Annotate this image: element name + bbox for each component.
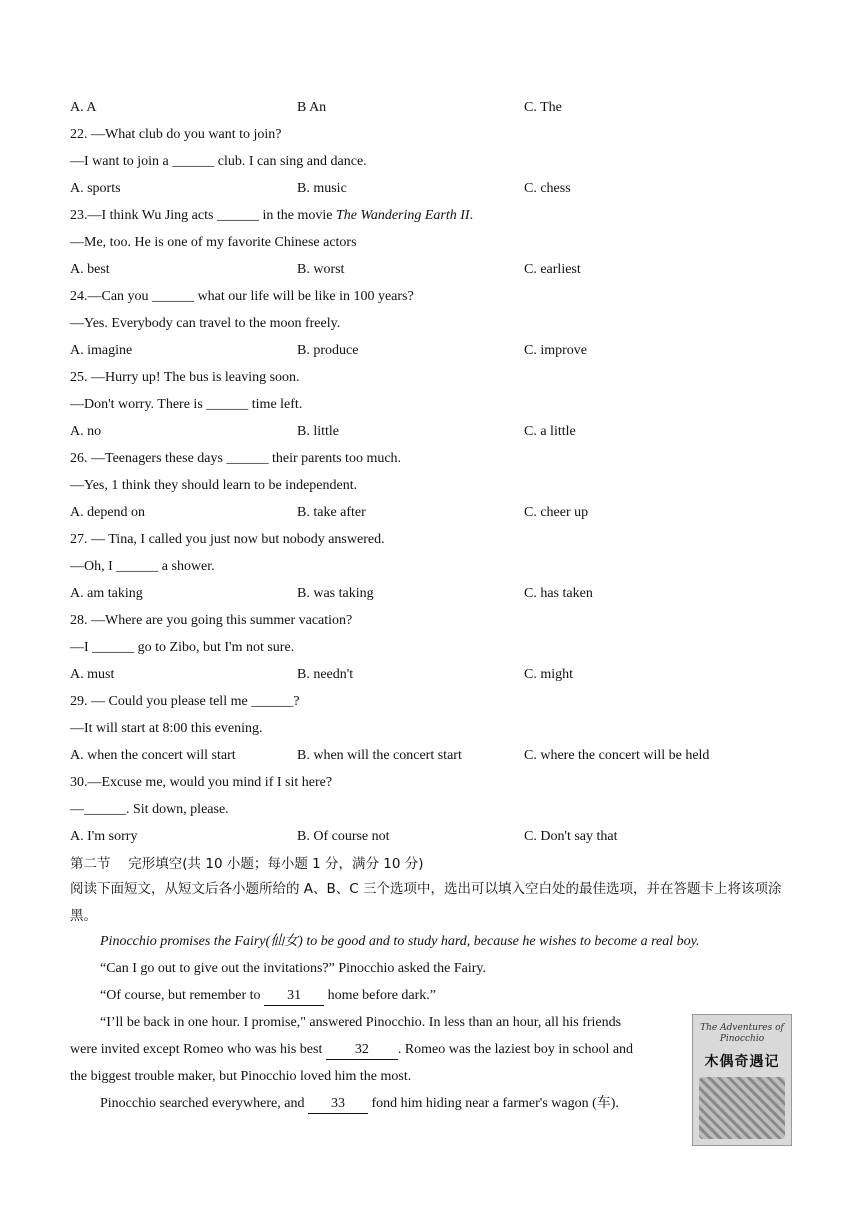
blank-32: 32	[326, 1041, 398, 1060]
q21-options	[70, 96, 792, 123]
q27-option-c: C. has taken	[524, 586, 593, 601]
q24-reply: —Yes. Everybody can travel to the moon freely.	[70, 316, 341, 331]
exam-page	[70, 96, 792, 1119]
answer-blank: ______	[152, 289, 195, 304]
q24-options	[70, 339, 792, 366]
blank-31: 31	[264, 987, 324, 1006]
q28-option-b: B. needn't	[297, 667, 354, 682]
q25-reply: —Don't worry. There is ______ time left.	[70, 397, 303, 412]
q21-option-a: A. A	[70, 100, 97, 115]
story-p2: “Of course, but remember to 31 home before dark.”	[70, 984, 792, 1011]
q26-reply: —Yes, 1 think they should learn to be independent.	[70, 478, 358, 493]
story-p3b: were invited except Romeo who was his best 32 . Romeo was the laziest boy in school and	[70, 1038, 792, 1065]
movie-title: The Wandering Earth II	[335, 208, 470, 223]
book-cover-art	[699, 1077, 785, 1139]
q30-option-c: C. Don't say that	[524, 829, 618, 844]
q29-reply: —It will start at 8:00 this evening.	[70, 721, 263, 736]
answer-blank: ______	[216, 208, 259, 223]
section-instruction: 阅读下面短文，从短文后各小题所给的 A、B、C 三个选项中，选出可以填入空白处的最佳选项，并在答题卡上将该项涂黑。	[70, 881, 782, 924]
q23-reply: —Me, too. He is one of my favorite Chinese actors	[70, 235, 357, 250]
q24-option-a: A. imagine	[70, 343, 133, 358]
cloze-section	[70, 852, 792, 1119]
q29-option-a: A. when the concert will start	[70, 748, 236, 763]
section-title: 第二节 完形填空(共 10 小题；每小题 1 分，满分 10 分)	[70, 856, 424, 872]
q23-option-c: C. earliest	[524, 262, 581, 277]
q27-reply: —Oh, I ______ a shower.	[70, 559, 215, 574]
q21-option-c: C. The	[524, 100, 562, 115]
q22-option-b: B. music	[297, 181, 347, 196]
q23-options	[70, 258, 792, 285]
q28-option-c: C. might	[524, 667, 574, 682]
q25-option-c: C. a little	[524, 424, 576, 439]
q25-options	[70, 420, 792, 447]
answer-blank: ______	[226, 451, 269, 466]
q24-stem: 24.—Can you ______ what our life will be like in 100 years?	[70, 289, 414, 304]
q23-option-a: A. best	[70, 262, 110, 277]
q29-option-b: B. when will the concert start	[297, 748, 462, 763]
q28-stem: 28. —Where are you going this summer vacation?	[70, 613, 353, 628]
q27-option-a: A. am taking	[70, 586, 143, 601]
answer-blank: ______	[172, 154, 215, 169]
q30-option-b: B. Of course not	[297, 829, 390, 844]
q21-option-b: B An	[297, 100, 327, 115]
q22-option-a: A. sports	[70, 181, 121, 196]
answer-blank: ______	[116, 559, 159, 574]
q26-option-c: C. cheer up	[524, 505, 589, 520]
q26-options	[70, 501, 792, 528]
q29-options	[70, 744, 792, 771]
q28-options	[70, 663, 792, 690]
q30-reply: —______. Sit down, please.	[70, 802, 229, 817]
q26-option-a: A. depend on	[70, 505, 146, 520]
book-cover-title: The Adventures of Pinocchio	[700, 1023, 784, 1044]
answer-blank: ______	[251, 694, 294, 709]
story-p4: Pinocchio searched everywhere, and 33 fond him hiding near a farmer's wagon (车).	[70, 1092, 792, 1119]
pinocchio-book-cover-image	[692, 1014, 792, 1146]
q22-options	[70, 177, 792, 204]
story-p3c: the biggest trouble maker, but Pinocchio loved him the most.	[70, 1069, 412, 1084]
q22-option-c: C. chess	[524, 181, 571, 196]
story-intro: Pinocchio promises the Fairy(仙女) to be good and to study hard, because he wishes to become a real boy.	[100, 934, 700, 949]
story-p1: “Can I go out to give out the invitations?” Pinocchio asked the Fairy.	[100, 961, 486, 976]
q27-option-b: B. was taking	[297, 586, 374, 601]
q30-stem: 30.—Excuse me, would you mind if I sit here?	[70, 775, 333, 790]
answer-blank: ______	[84, 802, 126, 817]
q28-reply: —I ______ go to Zibo, but I'm not sure.	[70, 640, 295, 655]
blank-33: 33	[308, 1095, 368, 1114]
q23-option-b: B. worst	[297, 262, 345, 277]
answer-blank: ______	[92, 640, 135, 655]
q30-options	[70, 825, 792, 852]
answer-blank: ______	[206, 397, 249, 412]
q22-reply: —I want to join a ______ club. I can sing and dance.	[70, 154, 367, 169]
q25-option-b: B. little	[297, 424, 339, 439]
q30-option-a: A. I'm sorry	[70, 829, 138, 844]
book-cover-chinese-title: 木偶奇遇记	[704, 1054, 780, 1070]
q24-option-b: B. produce	[297, 343, 359, 358]
q29-option-c: C. where the concert will be held	[524, 748, 710, 763]
q28-option-a: A. must	[70, 667, 115, 682]
q24-option-c: C. improve	[524, 343, 587, 358]
q25-option-a: A. no	[70, 424, 102, 439]
q23-stem: 23.—I think Wu Jing acts ______ in the movie The Wandering Earth II.	[70, 208, 474, 223]
story-p3a: “I’ll be back in one hour. I promise," answered Pinocchio. In less than an hour, all his friends	[100, 1015, 622, 1030]
q26-option-b: B. take after	[297, 505, 366, 520]
q27-options	[70, 582, 792, 609]
q26-stem: 26. —Teenagers these days ______ their parents too much.	[70, 451, 402, 466]
q27-stem: 27. — Tina, I called you just now but nobody answered.	[70, 532, 385, 547]
q22-stem: 22. —What club do you want to join?	[70, 127, 282, 142]
q25-stem: 25. —Hurry up! The bus is leaving soon.	[70, 370, 300, 385]
q29-stem: 29. — Could you please tell me ______?	[70, 694, 300, 709]
